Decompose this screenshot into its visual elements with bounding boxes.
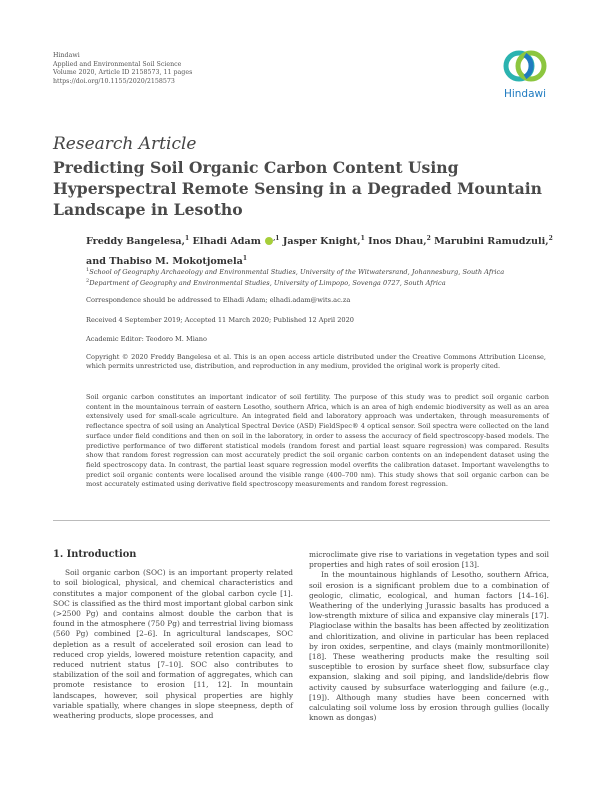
body-paragraph: microclimate give rise to variations in vegetation types and soil properties and high rates of soil erosion [13]. [309, 550, 549, 570]
volume-info: Volume 2020, Article ID 2158573, 11 pages [53, 69, 193, 77]
author[interactable]: Marubini Ramudzuli,$^2$ [434, 235, 553, 248]
academic-editor: Academic Editor: Teodoro M. Miano [86, 335, 208, 343]
section-heading: 1. Introduction [53, 549, 137, 560]
hindawi-rings-icon [500, 44, 550, 88]
body-paragraph: Soil organic carbon (SOC) is an important property related to soil biological, physical, and chemical characteristics and constitutes a major component of the global carbon cycle [1]. SOC is classified as the third most important global carbon sink (>2500 Pg) and contains almost double the carbon that is found in the atmosphere (750 Pg) and terrestrial living biomass (560 Pg) combined [2–6]. In agricultural landscapes, SOC depletion as a result of accelerated soil erosion can lead to reduced crop yields, lowered moisture retention capacity, and reduced nutrient status [7–10]. SOC also contributes to stabilization of the soil and formation of aggregates, which can promote resistance to erosion [11, 12]. In mountain landscapes, however, soil physical properties are highly variable spatially, where changes in slope steepness, depth of weathering products, slope processes, and [53, 568, 293, 721]
correspondence: Correspondence should be addressed to Elhadi Adam; elhadi.adam@wits.ac.za [86, 296, 351, 304]
author[interactable]: and Thabiso M. Mokotjomela$^1$ [86, 255, 248, 268]
publisher-name: Hindawi [53, 52, 80, 59]
column-right [309, 550, 549, 723]
affiliation: $^1$School of Geography Archaeology and Environmental Studies, University of the Witwatersrand, Johannesburg, South Africa [86, 267, 505, 277]
journal-name: Applied and Environmental Soil Science [53, 60, 182, 68]
publication-dates: Received 4 September 2019; Accepted 11 March 2020; Published 12 April 2020 [86, 316, 354, 324]
author[interactable]: Inos Dhau,$^2$ [368, 235, 431, 248]
affiliation: $^2$Department of Geography and Environmental Studies, University of Limpopo, Sovenga 0727, South Africa [86, 278, 446, 288]
column-left [53, 550, 293, 721]
article-title: Predicting Soil Organic Carbon Content Using Hyperspectral Remote Sensing in a Degraded Mountain Landscape in Lesotho [53, 158, 542, 219]
orcid-icon[interactable] [265, 237, 273, 245]
body-paragraph: In the mountainous highlands of Lesotho, southern Africa, soil erosion is a significant problem due to a combination of geologic, climatic, ecological, and human factors [14–16]. Weathering of the underlying Jurassic basalts has produced a low-strength mixture of silica and expansive clay minerals [17]. Plagioclase within the basalts has been affected by zeolitization and chloritization, and olivine in particular has been replaced by iron oxides, serpentine, and clays (mainly montmorillonite) [18]. These weathering products make the resulting soil susceptible to erosion by surface sheet flow, subsurface clay expansion, slaking and soil piping, and landslide/debris flow activity caused by subsurface waterlogging and failure (e.g., [19]). Although many studies have been concerned with calculating soil volume loss by erosion through gullies (locally known as dongas) [309, 570, 549, 723]
author[interactable]: Elhadi Adam $^{,1}$ [192, 235, 280, 248]
section-divider [53, 520, 550, 521]
author[interactable]: Jasper Knight,$^1$ [282, 235, 365, 248]
doi-link[interactable]: https://doi.org/10.1155/2020/2158573 [53, 77, 175, 85]
copyright-notice: Copyright © 2020 Freddy Bangelesa et al. This is an open access article distributed under the Creative Commons Attribution License, which permits unrestricted use, distribution, and reproduction in any medium, provided the original work is properly cited. [86, 353, 546, 371]
author-list [86, 230, 566, 270]
author[interactable]: Freddy Bangelesa,$^1$ [86, 235, 190, 248]
hindawi-wordmark: Hindawi [503, 88, 547, 100]
article-type: Research Article [53, 134, 197, 154]
hindawi-logo [500, 44, 550, 106]
journal-header [53, 52, 192, 86]
abstract: Soil organic carbon constitutes an important indicator of soil fertility. The purpose of this study was to predict soil organic carbon content in the mountainous terrain of eastern Lesotho, southern Africa, which is an area of high endemic biodiversity as well as an area extensively used for small-scale agriculture. An integrated field and laboratory approach was undertaken, through measurements of reflectance spectra of soil using an Analytical Spectral Device (ASD) FieldSpec® 4 optical sensor. Soil spectra were collected on the land surface under field conditions and then on soil in the laboratory, in order to assess the accuracy of field spectroscopy-based models. The predictive performance of two different statistical models (random forest and partial least square regression) was compared. Results show that random forest regression can most accurately predict the soil organic carbon contents on an independent dataset using the field spectroscopy data. In contrast, the partial least square regression model overfits the calibration dataset. Important wavelengths to predict soil organic contents were localised around the visible range (400–700 nm). This study shows that soil organic carbon can be most accurately estimated using derivative field spectroscopy measurements and random forest regression. [86, 393, 549, 489]
affiliations [86, 266, 546, 289]
